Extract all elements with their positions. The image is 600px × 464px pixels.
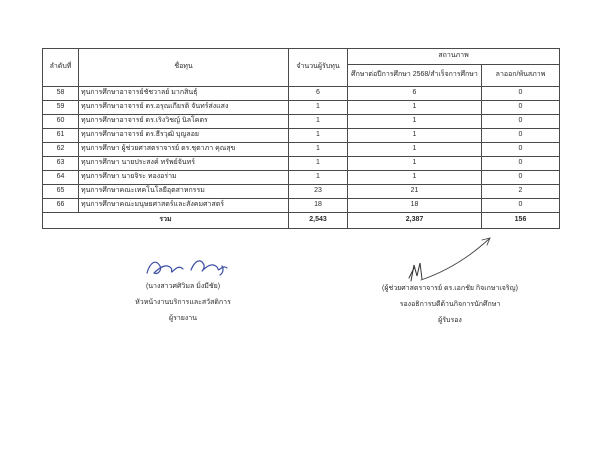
resigned-value: 0: [482, 171, 560, 185]
row-no: 58: [43, 87, 79, 101]
recipients-value: 1: [289, 115, 348, 129]
row-no: 66: [43, 199, 79, 213]
signature-block-reporter: [83, 283, 283, 322]
certifier-name: (ผู้ช่วยศาสตราจารย์ ดร.เอกชัย กิจเกษาเจริญ): [382, 285, 518, 292]
recipients-value: 6: [289, 87, 348, 101]
certifier-role: ผู้รับรอง: [438, 317, 462, 324]
total-resigned: 156: [482, 213, 560, 229]
continuing-value: 1: [348, 143, 482, 157]
fund-name: ทุนการศึกษาอาจารย์ชัชวาลย์ มากสินธุ์: [79, 87, 289, 101]
continuing-value: 1: [348, 171, 482, 185]
row-no: 61: [43, 129, 79, 143]
total-continuing: 2,387: [348, 213, 482, 229]
resigned-value: 0: [482, 157, 560, 171]
resigned-value: 0: [482, 199, 560, 213]
continuing-value: 18: [348, 199, 482, 213]
table-row: [43, 157, 560, 171]
recipients-value: 1: [289, 101, 348, 115]
col-header-fund-name: ชื่อทุน: [79, 49, 289, 87]
continuing-value: 6: [348, 87, 482, 101]
row-no: 63: [43, 157, 79, 171]
row-no: 59: [43, 101, 79, 115]
col-header-no: ลำดับที่: [43, 49, 79, 87]
fund-name: ทุนการศึกษาคณะมนุษยศาสตร์และสังคมศาสตร์: [79, 199, 289, 213]
certifier-position: รองอธิการบดีด้านกิจการนักศึกษา: [399, 301, 501, 308]
table-row: [43, 171, 560, 185]
table-row: [43, 143, 560, 157]
fund-name: ทุนการศึกษาคณะเทคโนโลยีอุตสาหกรรม: [79, 185, 289, 199]
recipients-value: 1: [289, 129, 348, 143]
table-row: [43, 101, 560, 115]
fund-name: ทุนการศึกษา นายประสงค์ ทรัพย์จันทร์: [79, 157, 289, 171]
resigned-value: 0: [482, 129, 560, 143]
fund-name: ทุนการศึกษาอาจารย์ ดร.ธีรวุฒิ บุญลอย: [79, 129, 289, 143]
continuing-value: 1: [348, 129, 482, 143]
table-row: [43, 129, 560, 143]
recipients-value: 1: [289, 157, 348, 171]
recipients-value: 1: [289, 143, 348, 157]
continuing-value: 21: [348, 185, 482, 199]
table-total-row: [43, 213, 560, 229]
col-header-status-resign: ลาออก/พ้นสภาพ: [482, 65, 560, 87]
row-no: 65: [43, 185, 79, 199]
col-header-status-group: สถานภาพ: [348, 49, 560, 65]
total-label: รวม: [43, 213, 289, 229]
resigned-value: 0: [482, 115, 560, 129]
fund-name: ทุนการศึกษาอาจารย์ ดร.เริงวิชญ์ นิลโคตร: [79, 115, 289, 129]
recipients-value: 18: [289, 199, 348, 213]
recipients-value: 23: [289, 185, 348, 199]
resigned-value: 0: [482, 101, 560, 115]
table-row: [43, 115, 560, 129]
annotation-arrow: [421, 238, 490, 280]
total-recipients: 2,543: [289, 213, 348, 229]
row-no: 60: [43, 115, 79, 129]
signature-ink-icon: [147, 261, 227, 275]
fund-name: ทุนการศึกษา ผู้ช่วยศาสตราจารย์ ดร.ชุตาภา คุณสุข: [79, 143, 289, 157]
col-header-status-continue: ศึกษาต่อปีการศึกษา 2568/สำเร็จการศึกษา: [348, 65, 482, 87]
fund-name: ทุนการศึกษา นายจิระ ทองอร่าม: [79, 171, 289, 185]
initial-ink-icon: [409, 263, 422, 281]
resigned-value: 0: [482, 143, 560, 157]
fund-name: ทุนการศึกษาอาจารย์ ดร.อรุณเกียรติ จันทร์ส่งแสง: [79, 101, 289, 115]
continuing-value: 1: [348, 101, 482, 115]
reporter-role: ผู้รายงาน: [168, 315, 198, 322]
row-no: 62: [43, 143, 79, 157]
scholarship-status-table: [42, 48, 560, 229]
reporter-position: หัวหน้างานบริการและสวัสดิการ: [135, 299, 231, 306]
continuing-value: 1: [348, 157, 482, 171]
row-no: 64: [43, 171, 79, 185]
col-header-recipients: จำนวนผู้รับทุน: [289, 49, 348, 87]
reporter-name: (นางสาวศศิวิมล มิ่งมีชัย): [145, 283, 221, 290]
signature-block-certifier: [330, 285, 570, 324]
recipients-value: 1: [289, 171, 348, 185]
continuing-value: 1: [348, 115, 482, 129]
resigned-value: 0: [482, 87, 560, 101]
table-row: [43, 87, 560, 101]
resigned-value: 2: [482, 185, 560, 199]
table-row: [43, 185, 560, 199]
table-row: [43, 199, 560, 213]
